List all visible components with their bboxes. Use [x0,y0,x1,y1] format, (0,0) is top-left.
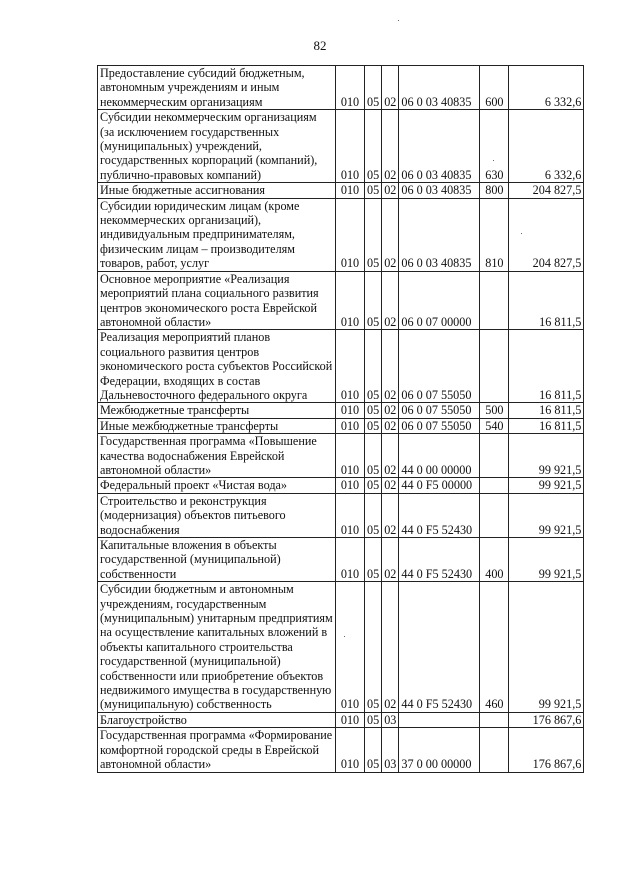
cell-name: Иные бюджетные ассигнования [98,183,336,198]
table-row [98,110,584,183]
cell-expense-type [480,434,509,478]
cell-subsection: 02 [382,403,399,418]
cell-target-article: 06 0 07 55050 [399,403,480,418]
table-row [98,728,584,772]
cell-ministry: 010 [336,183,365,198]
cell-subsection: 02 [382,538,399,582]
cell-name: Предоставление субсидий бюджетным, автономным учреждениям и иным некоммерческим организациям [98,66,336,110]
cell-expense-type: 600 [480,66,509,110]
cell-target-article: 44 0 F5 52430 [399,538,480,582]
cell-target-article: 37 0 00 00000 [399,728,480,772]
cell-subsection: 02 [382,271,399,330]
cell-section: 05 [365,728,382,772]
table-row [98,403,584,418]
table-row [98,271,584,330]
cell-ministry: 010 [336,403,365,418]
cell-subsection: 02 [382,66,399,110]
cell-expense-type: 630 [480,110,509,183]
cell-subsection: 02 [382,183,399,198]
cell-section: 05 [365,493,382,537]
table-row [98,183,584,198]
cell-section: 05 [365,582,382,713]
cell-target-article: 44 0 F5 52430 [399,493,480,537]
page-number: 82 [313,38,327,53]
cell-subsection: 02 [382,434,399,478]
cell-target-article: 06 0 07 55050 [399,330,480,403]
cell-ministry: 010 [336,110,365,183]
cell-target-article: 44 0 00 00000 [399,434,480,478]
cell-ministry: 010 [336,434,365,478]
budget-table [97,65,584,773]
cell-subsection: 03 [382,728,399,772]
cell-expense-type [480,478,509,493]
cell-subsection: 02 [382,493,399,537]
cell-name: Субсидии юридическим лицам (кроме некоммерческих организаций), индивидуальным предпринимателям, физическим лицам – производителям товаров, работ, услуг [98,198,336,271]
table-row [98,330,584,403]
cell-section: 05 [365,434,382,478]
cell-expense-type: 800 [480,183,509,198]
cell-ministry: 010 [336,271,365,330]
cell-ministry: 010 [336,582,365,713]
cell-ministry: 010 [336,712,365,727]
cell-expense-type: 460 [480,582,509,713]
cell-name: Межбюджетные трансферты [98,403,336,418]
cell-target-article: 06 0 03 40835 [399,183,480,198]
cell-amount: 99 921,5 [509,478,584,493]
cell-subsection: 02 [382,418,399,433]
cell-ministry: 010 [336,66,365,110]
cell-section: 05 [365,271,382,330]
cell-expense-type [480,712,509,727]
cell-subsection: 02 [382,330,399,403]
table-row [98,434,584,478]
cell-target-article [399,712,480,727]
cell-ministry: 010 [336,198,365,271]
cell-expense-type: 540 [480,418,509,433]
cell-ministry: 010 [336,538,365,582]
cell-amount: 99 921,5 [509,493,584,537]
cell-name: Иные межбюджетные трансферты [98,418,336,433]
cell-name: Благоустройство [98,712,336,727]
cell-name: Государственная программа «Повышение качества водоснабжения Еврейской автономной области» [98,434,336,478]
cell-expense-type [480,493,509,537]
cell-ministry: 010 [336,478,365,493]
cell-amount: 176 867,6 [509,728,584,772]
cell-amount: 6 332,6 [509,66,584,110]
cell-target-article: 06 0 03 40835 [399,110,480,183]
budget-table-body [98,66,584,773]
cell-target-article: 44 0 F5 00000 [399,478,480,493]
table-row [98,538,584,582]
cell-expense-type [480,728,509,772]
table-row [98,418,584,433]
cell-amount: 6 332,6 [509,110,584,183]
cell-target-article: 06 0 03 40835 [399,198,480,271]
cell-name: Основное мероприятие «Реализация мероприятий плана социального развития центров экономического роста Еврейской автономной области» [98,271,336,330]
cell-section: 05 [365,330,382,403]
table-row [98,712,584,727]
cell-name: Реализация мероприятий планов социального развития центров экономического роста субъектов Российской Федерации, входящих в состав Дальневосточного федерального округа [98,330,336,403]
cell-expense-type [480,330,509,403]
cell-expense-type: 400 [480,538,509,582]
table-row [98,582,584,713]
cell-name: Субсидии некоммерческим организациям (за исключением государственных (муниципальных) учреждений, государственных корпораций (компаний), публично-правовых компаний) [98,110,336,183]
cell-expense-type [480,271,509,330]
cell-subsection: 03 [382,712,399,727]
cell-name: Федеральный проект «Чистая вода» [98,478,336,493]
cell-amount: 99 921,5 [509,582,584,713]
cell-ministry: 010 [336,493,365,537]
cell-target-article: 44 0 F5 52430 [399,582,480,713]
cell-target-article: 06 0 03 40835 [399,66,480,110]
cell-expense-type: 500 [480,403,509,418]
cell-name: Государственная программа «Формирование комфортной городской среды в Еврейской автономной области» [98,728,336,772]
cell-ministry: 010 [336,418,365,433]
table-row [98,198,584,271]
cell-section: 05 [365,183,382,198]
cell-ministry: 010 [336,728,365,772]
cell-amount: 176 867,6 [509,712,584,727]
cell-subsection: 02 [382,198,399,271]
table-row [98,66,584,110]
cell-amount: 204 827,5 [509,183,584,198]
cell-section: 05 [365,403,382,418]
cell-subsection: 02 [382,110,399,183]
cell-section: 05 [365,712,382,727]
cell-amount: 99 921,5 [509,434,584,478]
cell-name: Субсидии бюджетным и автономным учреждениям, государственным (муниципальным) унитарным предприятиям на осуществление капитальных вложений в объекты капитального строительства государственной (муниципальной) собственности или приобретение объектов недвижимого имущества в государственную (муниципальную) собственность [98,582,336,713]
cell-section: 05 [365,418,382,433]
cell-amount: 16 811,5 [509,403,584,418]
cell-target-article: 06 0 07 00000 [399,271,480,330]
cell-amount: 16 811,5 [509,418,584,433]
cell-name: Капитальные вложения в объекты государственной (муниципальной) собственности [98,538,336,582]
cell-section: 05 [365,110,382,183]
cell-amount: 204 827,5 [509,198,584,271]
cell-amount: 16 811,5 [509,330,584,403]
cell-amount: 99 921,5 [509,538,584,582]
cell-section: 05 [365,198,382,271]
cell-name: Строительство и реконструкция (модернизация) объектов питьевого водоснабжения [98,493,336,537]
table-row [98,493,584,537]
cell-section: 05 [365,538,382,582]
cell-section: 05 [365,478,382,493]
cell-ministry: 010 [336,330,365,403]
scan-speck [398,20,399,21]
cell-subsection: 02 [382,478,399,493]
cell-subsection: 02 [382,582,399,713]
cell-expense-type: 810 [480,198,509,271]
cell-target-article: 06 0 07 55050 [399,418,480,433]
cell-amount: 16 811,5 [509,271,584,330]
table-row [98,478,584,493]
cell-section: 05 [365,66,382,110]
